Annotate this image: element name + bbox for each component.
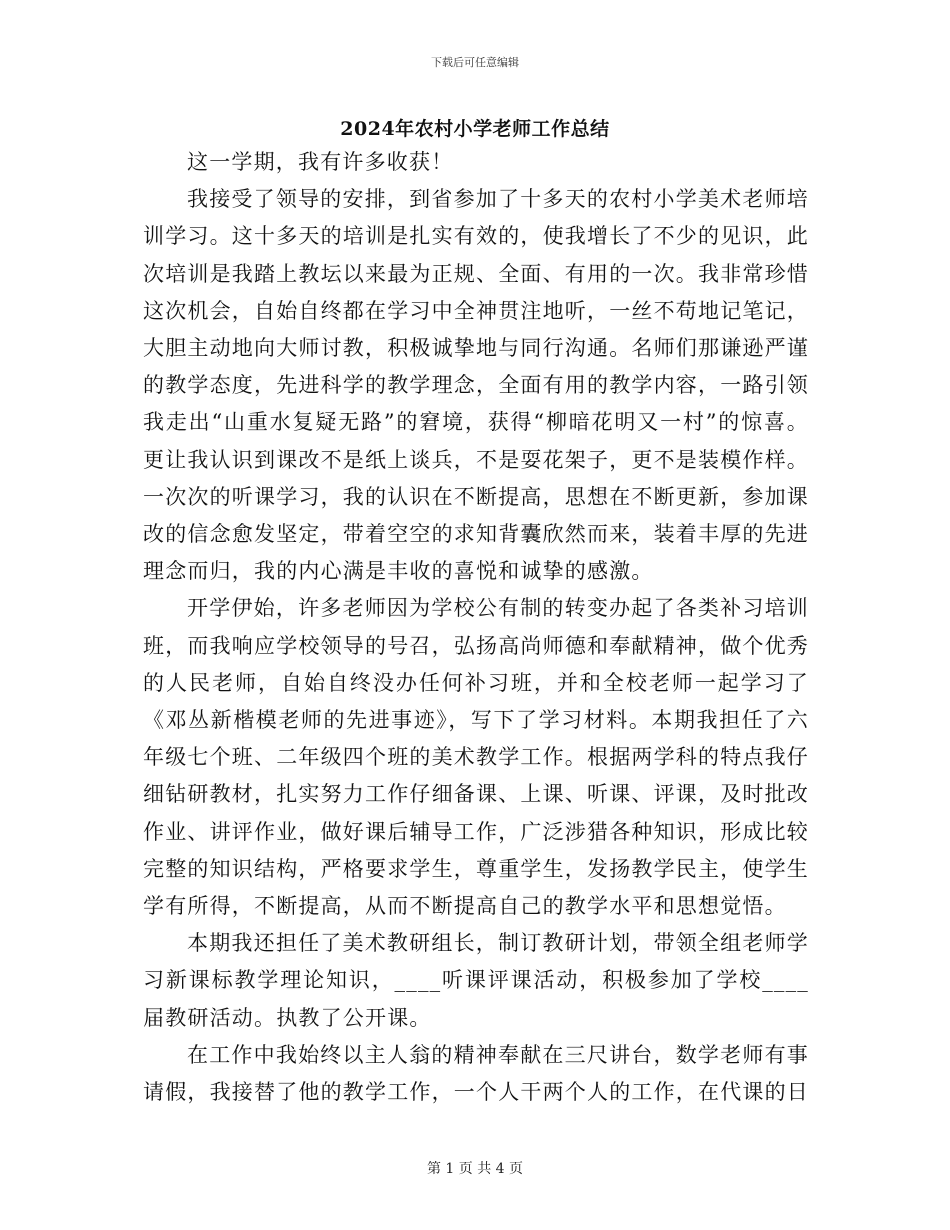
paragraph: 在工作中我始终以主人翁的精神奉献在三尺讲台，数学老师有事请假，我接替了他的教学工作，一个人干两个人的工作，在代课的日 [143,1042,809,1105]
paragraph: 我接受了领导的安排，到省参加了十多天的农村小学美术老师培训学习。这十多天的培训是扎实有效的，使我增长了不少的见识，此次培训是我踏上教坛以来最为正规、全面、有用的一次。我非常珍惜这次机会，自始自终都在学习中全神贯注地听，一丝不苟地记笔记，大胆主动地向大师讨教，积极诚挚地与同行沟通。名师们那谦逊严谨的教学态度，先进科学的教学理念，全面有用的教学内容，一路引领我走出“山重水复疑无路”的窘境，获得“柳暗花明又一村”的惊喜。更让我认识到课改不是纸上谈兵，不是耍花架子，更不是装模作样。一次次的听课学习，我的认识在不断提高，思想在不断更新，参加课改的信念愈发坚定，带着空空的求知背囊欣然而来，装着丰厚的先进理念而归，我的内心满是丰收的喜悦和诚挚的感激。 [143,187,809,584]
document-title: 2024年农村小学老师工作总结 [340,118,610,140]
paragraph: 本期我还担任了美术教研组长，制订教研计划，带领全组老师学习新课标教学理论知识，____听课评课活动，积极参加了学校____届教研活动。执教了公开课。 [143,931,809,1030]
paragraph: 这一学期，我有许多收获！ [187,150,454,174]
page-header-note: 下载后可任意编辑 [431,56,519,69]
paragraph: 开学伊始，许多老师因为学校公有制的转变办起了各类补习培训班，而我响应学校领导的号召，弘扬高尚师德和奉献精神，做个优秀的人民老师，自始自终没办任何补习班，并和全校老师一起学习了《邓丛新楷模老师的先进事迹》，写下了学习材料。本期我担任了六年级七个班、二年级四个班的美术教学工作。根据两学科的特点我仔细钻研教材，扎实努力工作仔细备课、上课、听课、评课，及时批改作业、讲评作业，做好课后辅导工作，广泛涉猎各种知识，形成比较完整的知识结构，严格要求学生，尊重学生，发扬教学民主，使学生学有所得，不断提高，从而不断提高自己的教学水平和思想觉悟。 [143,596,809,919]
page-number: 第 1 页 共 4 页 [426,1161,524,1177]
document-body [143,144,809,1111]
